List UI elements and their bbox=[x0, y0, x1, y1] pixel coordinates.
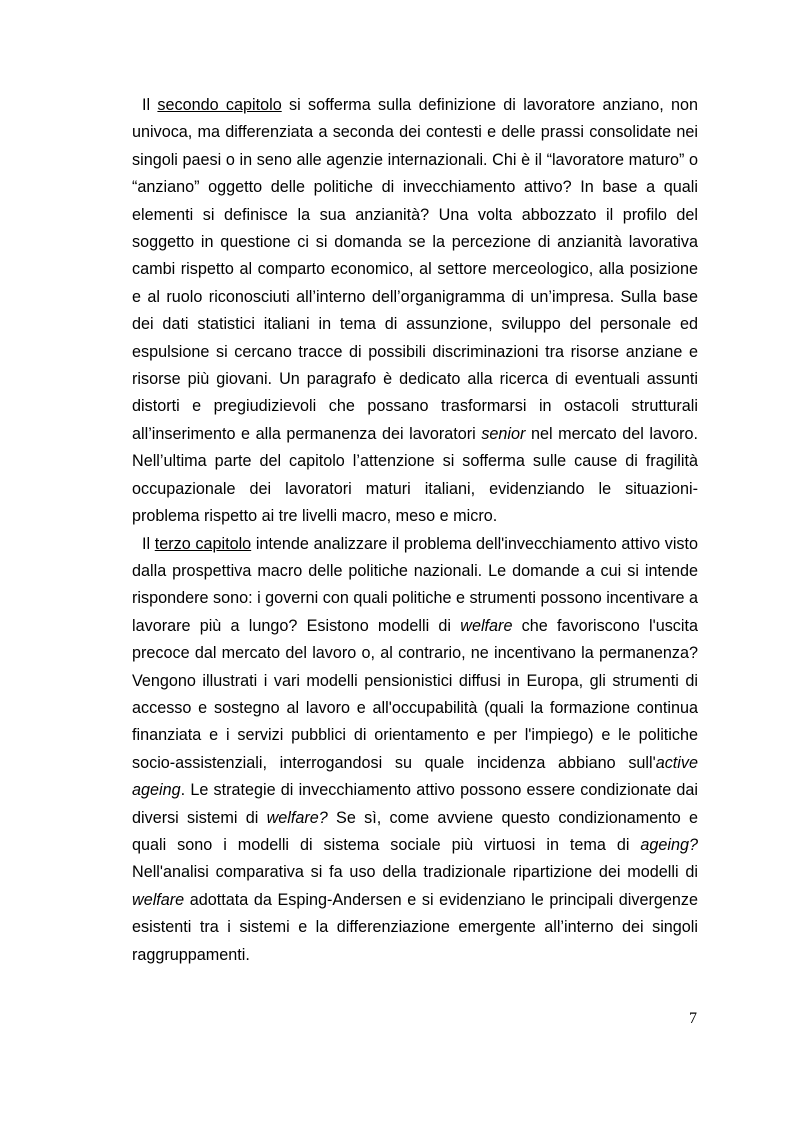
text-run: Nell'analisi comparativa si fa uso della tradizionale ripartizione dei modelli di bbox=[132, 863, 698, 882]
text-run: Il bbox=[142, 534, 155, 553]
body-text bbox=[132, 92, 698, 969]
italic-term: welfare? bbox=[266, 808, 328, 827]
text-run: che favoriscono l'uscita precoce dal mercato del lavoro o, al contrario, ne incentivano la permanenza? Vengono illustrati i vari modelli pensionistici diffusi in Europa, gli strumenti di accesso e sostegno al lavoro e all'occupabilità (quali la formazione continua finanziata e i servizi pubblici di orientamento e per l'impiego) e le politiche socio-assistenziali, interrogandosi su quale incidenza abbiano sull' bbox=[132, 616, 698, 772]
text-run: adottata da Esping-Andersen e si evidenziano le principali divergenze esistenti tra i sistemi e la differenziazione emergente all’interno dei singoli raggruppamenti. bbox=[132, 890, 698, 964]
text-run: intende analizzare il problema dell'invecchiamento attivo visto dalla prospettiva macro delle politiche nazionali. Le domande a cui si intende rispondere sono: i governi con quali politiche e strumenti possono incentivare a lavorare più a lungo? Esistono modelli di bbox=[132, 534, 699, 635]
italic-term: ageing? bbox=[640, 835, 698, 854]
paragraph-terzo-capitolo bbox=[132, 531, 698, 970]
page-number: 7 bbox=[689, 1010, 697, 1027]
chapter-reference-secondo: secondo capitolo bbox=[157, 96, 282, 114]
chapter-reference-terzo: terzo capitolo bbox=[154, 534, 252, 553]
italic-term: senior bbox=[481, 424, 526, 443]
text-run: nel mercato del lavoro. Nell’ultima parte del capitolo l’attenzione si sofferma sulle cause di fragilità occupazionale dei lavoratori maturi italiani, evidenziando le situazioni-problema rispetto ai tre livelli macro, meso e micro. bbox=[132, 424, 698, 526]
italic-term: welfare bbox=[132, 890, 185, 909]
text-run: Se sì, come avviene questo condizionamento e quali sono i modelli di sistema sociale più virtuosi in tema di bbox=[132, 808, 699, 854]
italic-term: active ageing bbox=[132, 753, 698, 800]
text-run: . Le strategie di invecchiamento attivo possono essere condizionate dai diversi sistemi di bbox=[132, 781, 698, 827]
text-run: Il bbox=[142, 96, 158, 114]
italic-term: welfare bbox=[460, 616, 513, 635]
paragraph-secondo-capitolo bbox=[132, 92, 698, 531]
text-run: si sofferma sulla definizione di lavoratore anziano, non univoca, ma differenziata a seconda dei contesti e delle prassi consolidate nei singoli paesi o in seno alle agenzie internazionali. Chi è il “lavoratore maturo” o “anziano” oggetto delle politiche di invecchiamento attivo? In base a quali elementi si definisce la sua anzianità? Una volta abbozzato il profilo del soggetto in questione ci si domanda se la percezione di anzianità lavorativa cambi rispetto al comparto economico, al settore merceologico, alla posizione e al ruolo riconosciuti all’interno dell’organigramma di un’impresa. Sulla base dei dati statistici italiani in tema di assunzione, sviluppo del personale ed espulsione si cercano tracce di possibili discriminazioni tra risorse anziane e risorse più giovani. Un paragrafo è dedicato alla ricerca di eventuali assunti distorti e pregiudizievoli che possano trasformarsi in ostacoli strutturali all’inserimento e alla permanenza dei lavoratori bbox=[132, 96, 699, 443]
